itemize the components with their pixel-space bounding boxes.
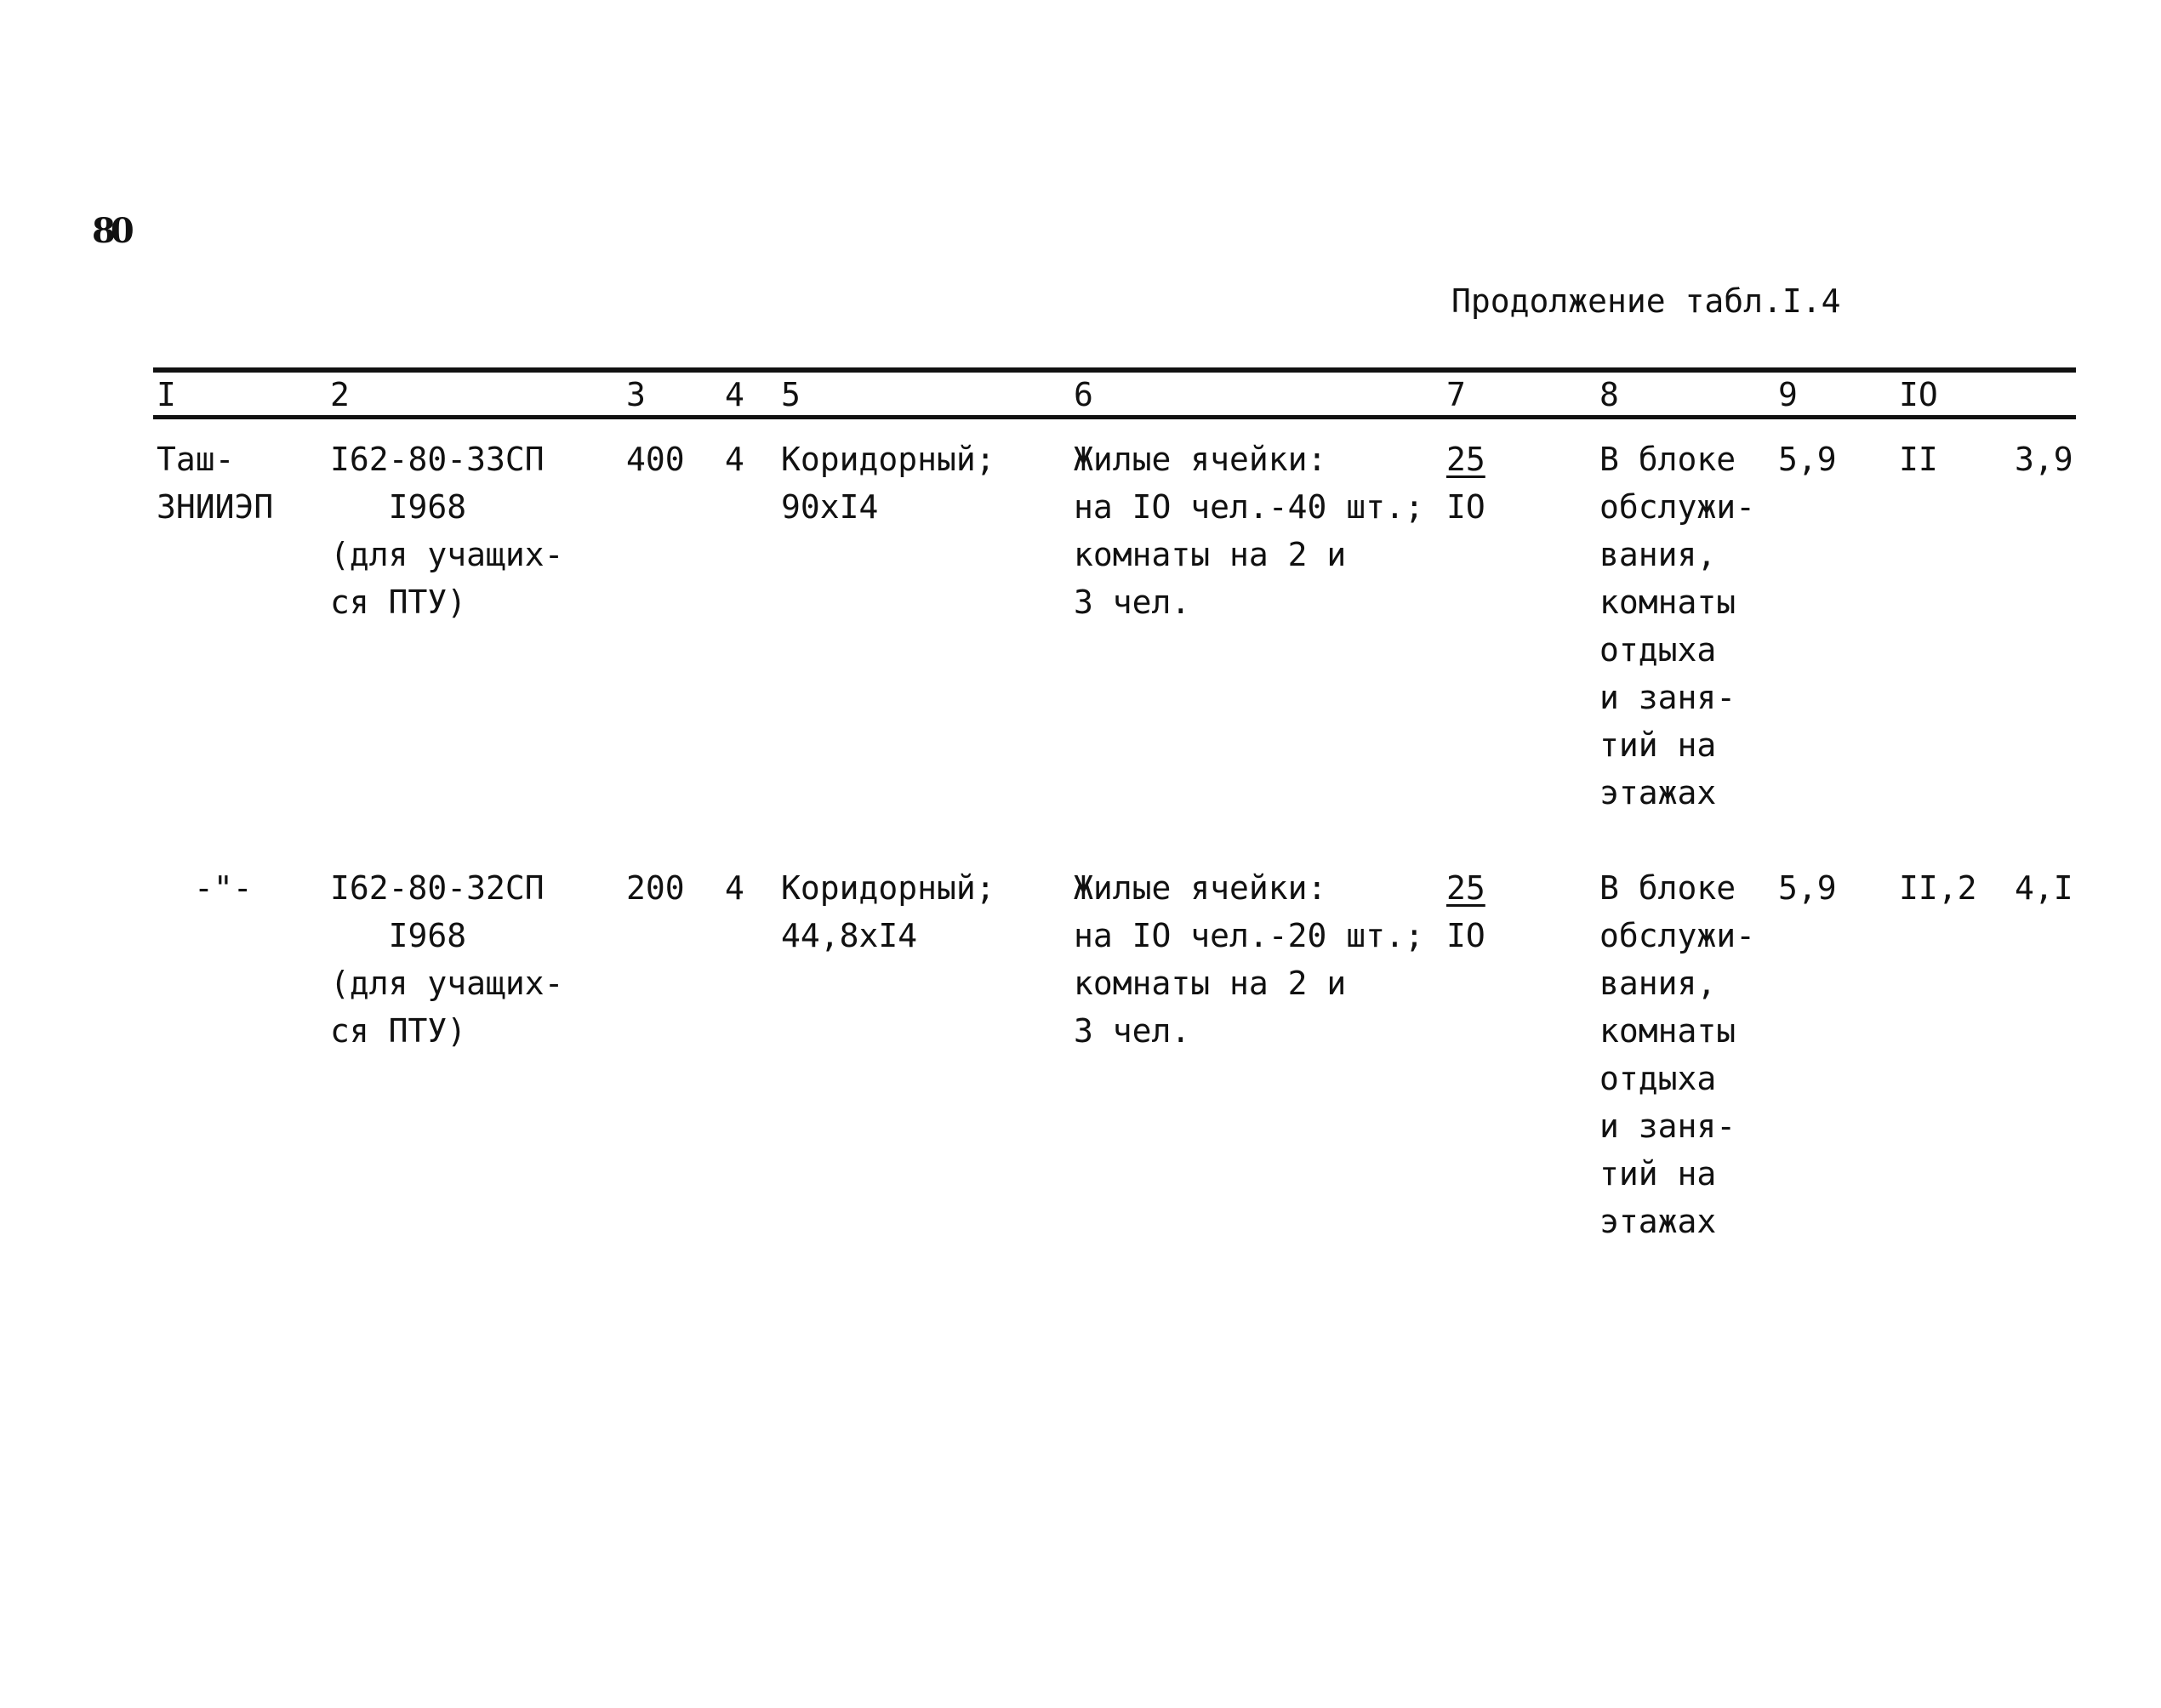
row1-col11: 3,9 [2015,441,2073,478]
row2-services: В блоке обслужи- вания, комнаты отдыха и заня- тий на этажах [1599,869,1756,1240]
row2-col10: II,2 [1899,869,1977,907]
row1-capacity: 400 [626,441,685,478]
row1-col10: II [1899,441,1938,478]
row1-floors: 4 [725,441,744,478]
row2-project-code: I62-80-32СП I968 (для учащих- ся ПТУ) [330,869,564,1050]
column-header-4: 4 [725,376,744,413]
row2-col7-top: 25 [1446,869,1485,907]
column-header-2: 2 [330,376,350,413]
row1-services: В блоке обслужи- вания, комнаты отдыха и заня- тий на этажах [1599,441,1756,811]
row2-col9: 5,9 [1778,869,1837,907]
row2-plan-type: Коридорный; 44,8хI4 [781,869,995,954]
column-header-9: 9 [1778,376,1798,413]
row1-organization: Таш- ЗНИИЭП [157,441,274,526]
row2-composition: Жилые ячейки: на IO чел.-20 шт.; комнаты на 2 и 3 чел. [1074,869,1424,1050]
row2-organization: -"- [194,869,253,907]
row1-col9: 5,9 [1778,441,1837,478]
column-header-1: I [157,376,176,413]
row2-capacity: 200 [626,869,685,907]
row1-composition: Жилые ячейки: на IO чел.-40 шт.; комнаты на 2 и 3 чел. [1074,441,1424,621]
column-header-10: IO [1899,376,1938,413]
row2-floors: 4 [725,869,744,907]
column-header-5: 5 [781,376,801,413]
row1-col7-top: 25 [1446,441,1485,478]
row2-col11: 4,I [2015,869,2073,907]
column-header-6: 6 [1074,376,1093,413]
row1-plan-type: Коридорный; 90хI4 [781,441,995,526]
row1-col7-bottom: IO [1446,488,1485,526]
row1-project-code: I62-80-33СП I968 (для учащих- ся ПТУ) [330,441,564,621]
row2-col7-bottom: IO [1446,917,1485,954]
table-caption: Продолжение табл.I.4 [1451,282,1841,320]
column-header-8: 8 [1599,376,1619,413]
page-number: 80 [92,211,129,251]
column-header-3: 3 [626,376,646,413]
column-header-7: 7 [1446,376,1466,413]
